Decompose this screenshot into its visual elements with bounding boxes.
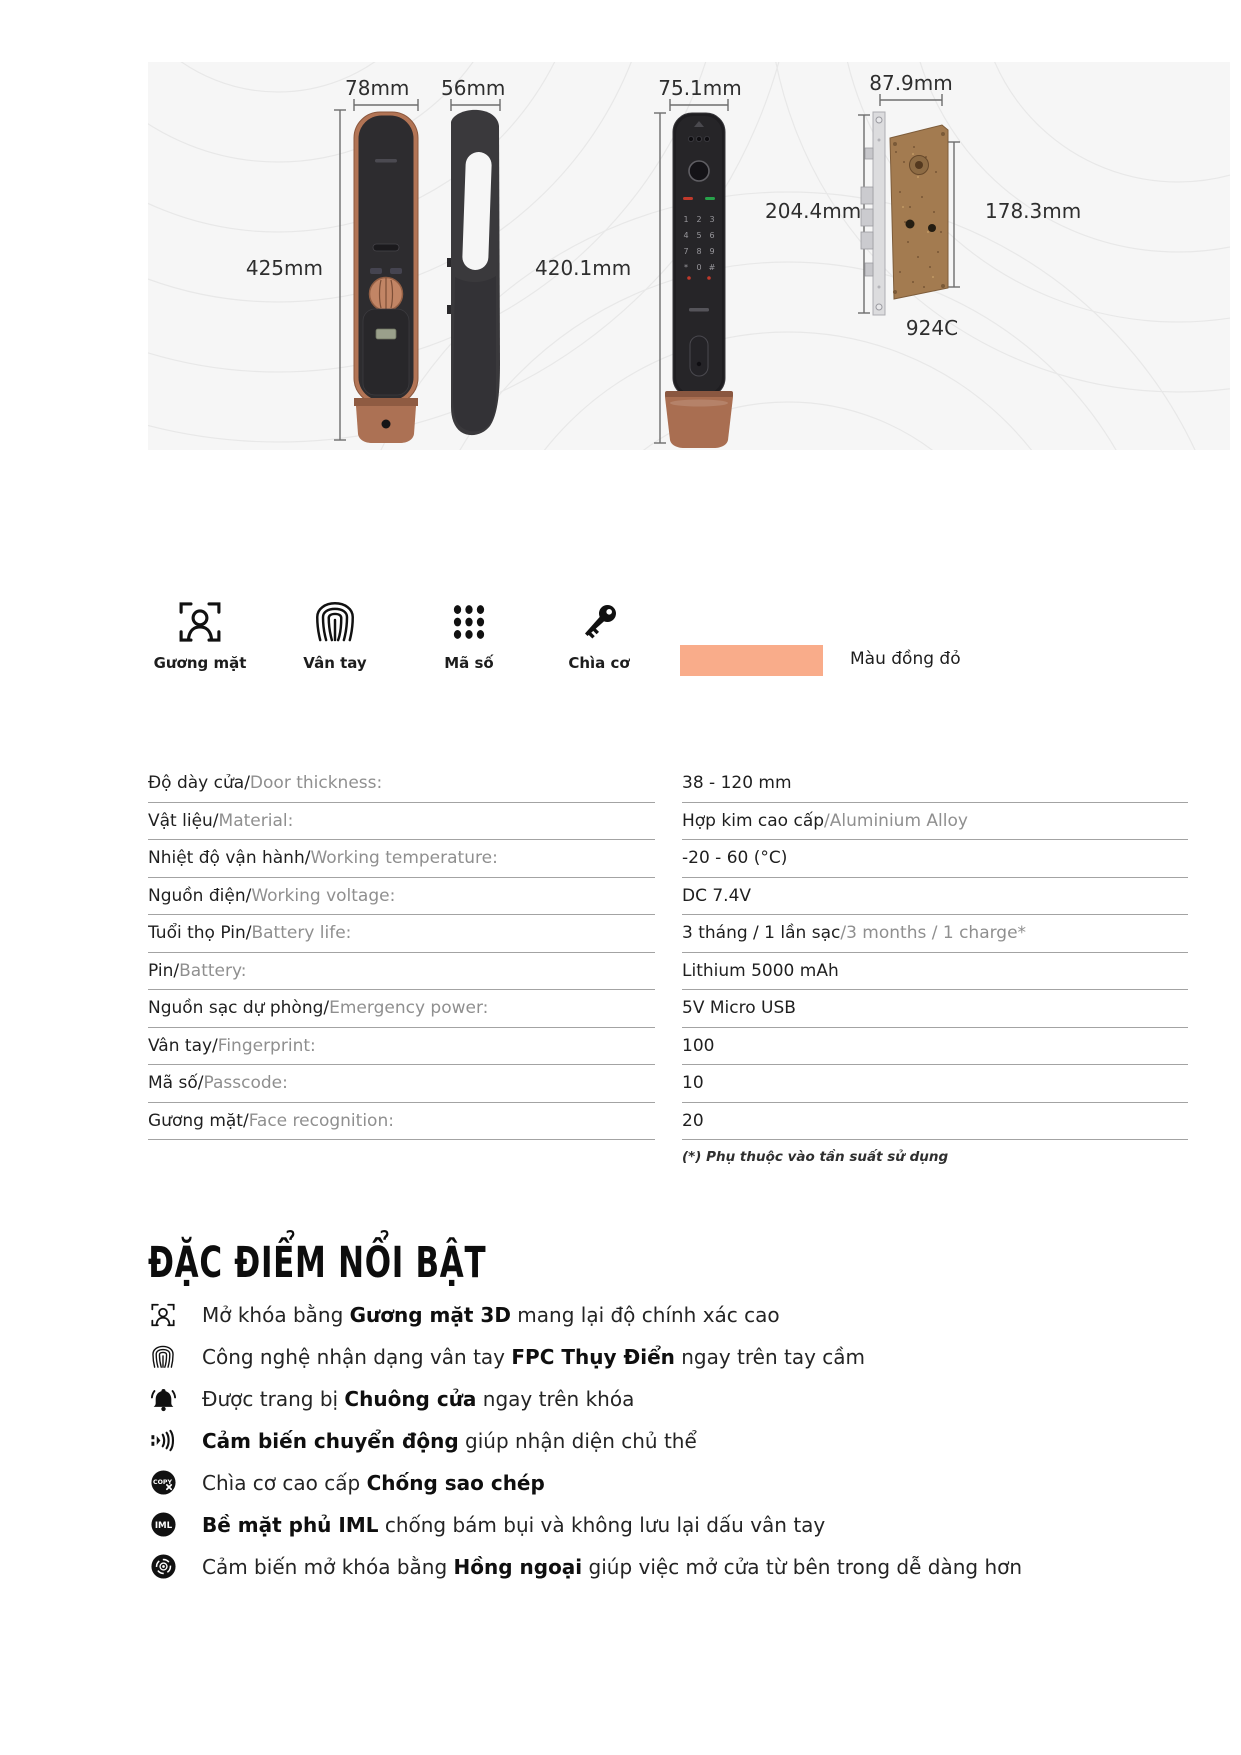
spec-row-working-voltage [148,878,1188,916]
spec-label-vi: Pin/ [148,960,180,981]
spec-label-vi: Nhiệt độ vận hành/ [148,848,311,869]
spec-label-en: Passcode: [203,1073,288,1094]
spec-value-en: /Aluminium Alloy [824,810,968,831]
spec-value: 20 [682,1110,704,1131]
dim-side-width-label: 56mm [441,76,506,100]
spec-row-battery [148,953,1188,991]
spec-value: 10 [682,1073,704,1094]
dim-front-width-label: 78mm [345,76,410,100]
svg-text:9: 9 [709,247,715,256]
dim-back-height-label: 420.1mm [535,256,632,280]
spec-value: -20 - 60 (°C) [682,848,788,869]
unlock-method-label: Chìa cơ [568,654,630,672]
spec-value: 100 [682,1035,715,1056]
spec-value: 38 - 120 mm [682,773,792,794]
highlight-text: Cảm biến chuyển động giúp nhận diện chủ thể [202,1428,697,1453]
spec-value-en: /3 months / 1 charge* [840,923,1027,944]
spec-value: Lithium 5000 mAh [682,960,839,981]
side-view-lock [447,110,500,435]
spec-row-working-temperature [148,840,1188,878]
spec-label-en: Door thickness: [249,773,383,794]
spec-label-en: Fingerprint: [217,1035,316,1056]
mortise-model-label: 924C [905,316,959,340]
unlock-method-fingerprint [275,595,395,672]
spec-row-battery-life [148,915,1188,953]
deadbolt-1 [861,187,873,204]
svg-text:6: 6 [709,231,715,240]
spec-label-en: Working temperature: [310,848,498,869]
dim-front-height-label: 425mm [245,256,323,280]
fingerprint-icon [275,595,395,645]
spec-row-fingerprint-capacity [148,1028,1188,1066]
spec-row-material [148,803,1188,841]
spec-label-vi: Mã số/ [148,1073,204,1094]
product-dimensions-figure [148,62,1230,450]
svg-text:IML: IML [154,1520,172,1531]
spec-value: 5V Micro USB [682,998,796,1019]
spec-footnote: (*) Phụ thuộc vào tần suất sử dụng [682,1149,949,1165]
dim-mortise-right-label: 178.3mm [985,199,1082,223]
highlight-text: Chìa cơ cao cấp Chống sao chép [202,1470,545,1495]
highlight-text: Cảm biến mở khóa bằng Hồng ngoại giúp việc mở cửa từ bên trong dễ dàng hơn [202,1554,1023,1579]
spec-row-passcode-capacity [148,1065,1188,1103]
deadbolt-2 [861,209,873,226]
spec-label-vi: Độ dày cửa/ [148,773,250,794]
spec-row-emergency-power [148,990,1188,1028]
unlock-method-face [140,595,260,672]
mortise-lock-body [861,112,948,315]
highlight-text: Được trang bị Chuông cửa ngay trên khóa [202,1386,635,1411]
highlight-text: Mở khóa bằng Gương mặt 3D mang lại độ chính xác cao [202,1302,780,1327]
dim-mortise-width-label: 87.9mm [869,71,953,95]
highlight-doorbell [148,1385,1178,1412]
unlock-method-passcode [409,595,529,672]
spec-table [148,765,1188,1140]
face-scan-icon [140,595,260,645]
dim-back-width-label: 75.1mm [658,76,742,100]
spec-value: Hợp kim cao cấp [682,810,825,831]
spec-label-en: Material: [218,810,294,831]
spec-label-vi: Gương mặt/ [148,1110,249,1131]
spec-label-en: Emergency power: [329,998,489,1019]
spec-label-en: Face recognition: [248,1110,394,1131]
spec-value: 3 tháng / 1 lần sạc [682,923,841,944]
fingerprint-sensor [689,161,709,181]
unlock-method-label: Vân tay [303,654,367,672]
motion-sensor-icon [148,1427,178,1455]
fingerprint-icon [148,1343,178,1371]
spec-label-vi: Vật liệu/ [148,810,219,831]
highlights-list [148,1301,1178,1580]
doorbell-icon [148,1385,178,1413]
svg-text:#: # [708,263,716,272]
anti-copy-key-icon [148,1469,178,1497]
unlock-method-label: Gương mặt [153,654,247,672]
spec-value: DC 7.4V [682,885,752,906]
unlock-method-label: Mã số [444,654,494,672]
unlock-method-key [539,595,659,672]
svg-text:8: 8 [696,247,702,256]
front-view-lock [354,112,418,443]
svg-text:1: 1 [683,215,689,224]
highlight-face-unlock [148,1301,1178,1328]
iml-surface-icon [148,1511,178,1539]
spec-label-vi: Nguồn sạc dự phòng/ [148,998,330,1019]
keypad-icon [409,595,529,645]
svg-text:COPY: COPY [152,1478,172,1486]
spec-label-en: Battery: [179,960,247,981]
highlight-text: Bề mặt phủ IML chống bám bụi và không lưu lại dấu vân tay [202,1512,826,1537]
spec-label-en: Battery life: [251,923,352,944]
spec-label-vi: Tuổi thọ Pin/ [148,923,252,944]
highlight-infrared-sensor [148,1553,1178,1580]
svg-text:3: 3 [709,215,715,224]
highlight-text: Công nghệ nhận dạng vân tay FPC Thụy Điển ngay trên tay cầm [202,1344,866,1369]
face-scan-icon [148,1301,178,1329]
svg-text:4: 4 [683,231,689,240]
highlight-anti-copy-key [148,1469,1178,1496]
spec-label-vi: Nguồn điện/ [148,885,252,906]
color-name-label: Màu đồng đỏ [850,649,961,669]
spec-label-en: Working voltage: [251,885,396,906]
dim-mortise-left-label: 204.4mm [765,199,862,223]
color-swatch [680,645,823,676]
highlight-iml-surface [148,1511,1178,1538]
svg-text:*: * [684,263,688,272]
svg-text:7: 7 [683,247,689,256]
highlight-motion-sensor [148,1427,1178,1454]
spec-row-face-capacity [148,1103,1188,1141]
spec-label-vi: Vân tay/ [148,1035,218,1056]
highlight-fingerprint [148,1343,1178,1370]
spec-row-door-thickness [148,765,1188,803]
svg-text:2: 2 [696,215,702,224]
key-icon [539,595,659,645]
highlights-section [148,1240,1178,1595]
infrared-sensor-icon [148,1553,178,1581]
back-view-lock [665,113,733,448]
deadbolt-3 [861,232,873,249]
highlights-title: ĐẶC ĐIỂM NỔI BẬT [148,1238,487,1288]
svg-text:5: 5 [696,231,702,240]
latch-bolt [865,148,873,159]
svg-text:0: 0 [696,263,702,272]
